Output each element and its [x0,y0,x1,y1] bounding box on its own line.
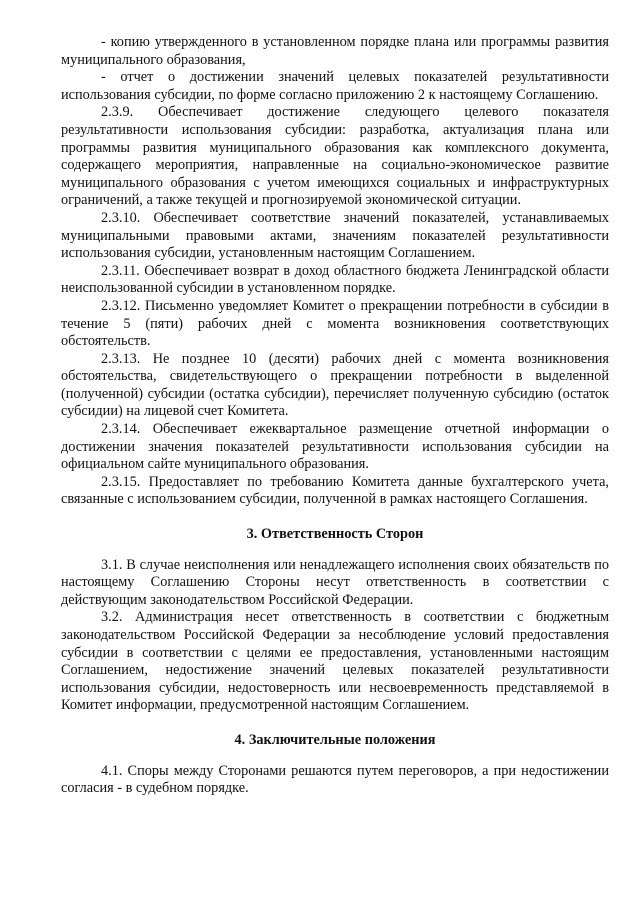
clause-4-1: 4.1. Споры между Сторонами решаются путем переговоров, а при недостижении согласия - в судебном порядке. [61,762,609,797]
clause-2-3-13: 2.3.13. Не позднее 10 (десяти) рабочих дней с момента возникновения обстоятельства, свидетельствующего о прекращении потребности в выделенной (полученной) субсидии (остатка субсидии), перечисляет полученную субсидию (остаток субсидии) на лицевой счет Комитета. [61,350,609,420]
section-3-heading: 3. Ответственность Сторон [246,526,424,543]
document-page [61,34,609,798]
section-4-heading: 4. Заключительные положения [234,731,436,748]
clause-2-3-14: 2.3.14. Обеспечивает ежеквартальное размещение отчетной информации о достижении значения показателей результативности использования субсидии на официальном сайте муниципального образования. [61,421,609,473]
clause-2-3-15: 2.3.15. Предоставляет по требованию Комитета данные бухгалтерского учета, связанные с использованием субсидии, полученной в рамках настоящего Соглашения. [61,473,609,508]
clause-2-3-11: 2.3.11. Обеспечивает возврат в доход областного бюджета Ленинградской области неиспользованной субсидии в установленном порядке. [61,262,609,297]
clause-3-1: 3.1. В случае неисполнения или ненадлежащего исполнения своих обязательств по настоящему Соглашению Стороны несут ответственность в соответствии с действующим законодательством Российской Федерации. [61,556,609,608]
list-item-plan-copy: - копию утвержденного в установленном порядке плана или программы развития муниципального образования, [61,34,609,68]
clause-2-3-12: 2.3.12. Письменно уведомляет Комитет о прекращении потребности в субсидии в течение 5 (пяти) рабочих дней с момента возникновения соответствующих обстоятельств. [61,297,609,350]
list-item-report: - отчет о достижении значений целевых показателей результативности использования субсидии, по форме согласно приложению 2 к настоящему Соглашению. [61,69,609,103]
clause-3-2: 3.2. Администрация несет ответственность в соответствии с бюджетным законодательством Российской Федерации за несоблюдение условий предоставления субсидии в соответствии с целями ее предоставления, установленными настоящим Соглашением, недостижение значений целевых показателей результативности использования субсидии, недостоверность или несвоевременность представляемой в Комитет информации, предусмотренной настоящим Соглашением. [61,609,609,714]
clause-2-3-9: 2.3.9. Обеспечивает достижение следующего целевого показателя результативности использования субсидии: разработка, актуализация плана или программы развития муниципального образования как комплексного документа, содержащего мероприятия, направленные на социально-экономическое развитие муниципального образования с учетом имеющихся социальных и инфраструктурных ограничений, а также текущей и прогнозируемой экономической ситуации. [61,104,609,209]
clause-2-3-10: 2.3.10. Обеспечивает соответствие значений показателей, устанавливаемых муниципальными правовыми актами, значениям показателей результативности использования субсидии, установленным настоящим Соглашением. [61,209,609,262]
